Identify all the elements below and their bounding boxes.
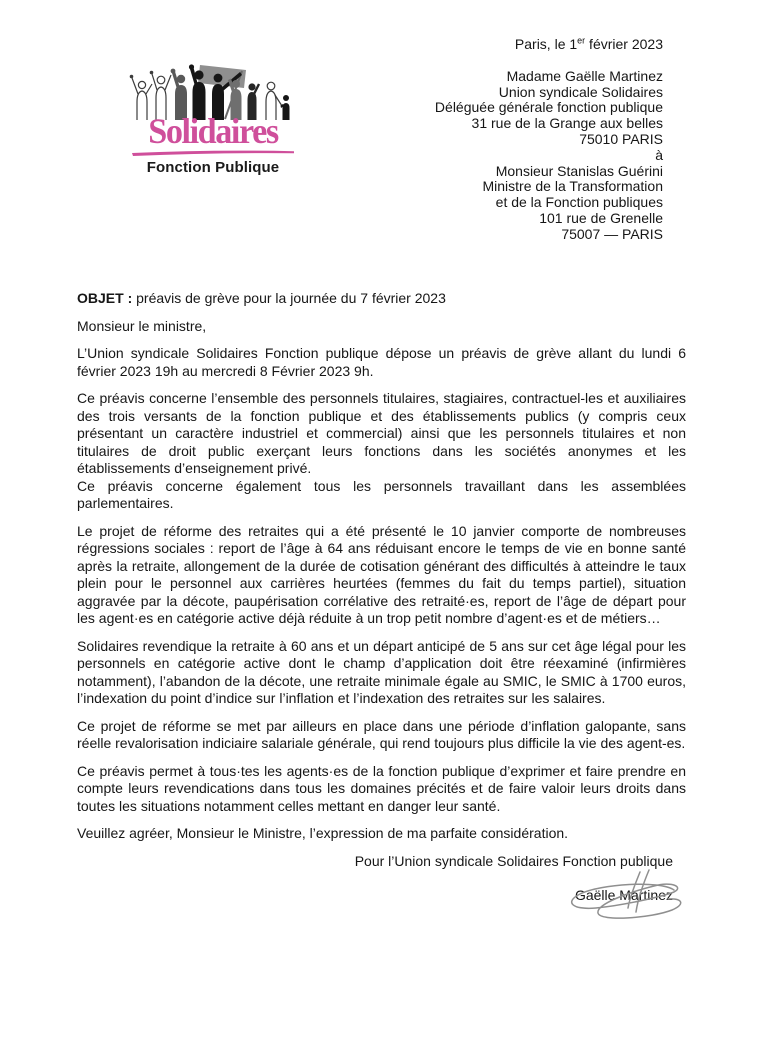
address-line: Madame Gaëlle Martinez — [506, 67, 663, 84]
scope-sentence-2: Ce préavis concerne également tous les personnels travaillant dans les assemblées parlementaires. — [77, 477, 686, 511]
address-line: 75010 PARIS — [579, 130, 663, 147]
paragraph-personnel-scope — [77, 390, 686, 513]
date-prefix: Paris, le 1 — [514, 36, 578, 52]
signoff-name: Gaëlle Martinez — [574, 887, 673, 903]
paragraph-demands: Solidaires revendique la retraite à 60 ans et un départ anticipé de 5 ans sur cet âge légal pour les personnels en catégorie active dont le champ d’application doit être réexaminé (infirmières notamment), l’abandon de la décote, une retraite minimale égale au SMIC, le SMIC à 1700 euros, l’indexation du point d’indice sur l’inflation et l’indexation des retraites sur les salaires. — [77, 637, 686, 706]
subject-label: OBJET : — [77, 290, 133, 306]
paragraph-inflation-context: Ce projet de réforme se met par ailleurs en place dans une période d’inflation galopante, sans réelle revalorisation indiciaire salariale générale, qui rend toujours plus difficile la vie des agent-es. — [77, 717, 686, 751]
paragraph-reform-criticism: Le projet de réforme des retraites qui a été présenté le 10 janvier comporte de nombreuses régressions sociales : report de l’âge à 64 ans réduisant encore le temps de vie en bonne santé après la retraite, allongement de la durée de cotisation générant des difficultés à atteindre le taux plein pour le personnel aux carrières heurtées (femmes du fait du temps partiel), situation aggravée par la décote, paupérisation corrélative des retraité·es, report de l’âge de départ pour les agent·es en catégorie active déjà réduite à un trop petit nombre d’agent·es et de métiers… — [77, 522, 686, 626]
address-line: 75007 — PARIS — [561, 225, 663, 242]
scope-sentence-1: Ce préavis concerne l’ensemble des personnels titulaires, stagiaires, contractuel-les et auxiliaires des trois versants de la fonction publique et des établissements publics (y compris ceux présentant un caractère industriel et commercial) ainsi que les personnels titulaires et non titulaires de droit public exerçant leurs fonctions dans les sociétés anonymes et les établissements d’enseignement privé. — [77, 390, 686, 476]
paragraph-purpose: Ce préavis permet à tous·tes les agents·es de la fonction publique d’exprimer et faire prendre en compte leurs revendications dans tous les domaines précités et de faire valoir leurs droits dans toutes les situations notamment celles mettant en danger leur santé. — [77, 762, 686, 814]
date-ordinal-superscript: er — [577, 35, 586, 46]
logo-subtitle: Fonction Publique — [146, 159, 280, 176]
subject-text: préavis de grève pour la journée du 7 février 2023 — [132, 290, 446, 306]
logo-wordmark: Solidaires — [148, 111, 278, 151]
paragraph-strike-notice: L’Union syndicale Solidaires Fonction publique dépose un préavis de grève allant du lundi 6 février 2023 19h au mercredi 8 Février 2023 9h. — [77, 345, 686, 379]
salutation: Monsieur le ministre, — [77, 317, 207, 334]
date-suffix: février 2023 — [585, 36, 663, 52]
closing-formula: Veuillez agréer, Monsieur le Ministre, l’expression de ma parfaite considération. — [77, 825, 569, 841]
handwritten-signature-scrawl-icon — [556, 866, 701, 938]
signoff-organization: Pour l’Union syndicale Solidaires Fonction publique — [354, 852, 673, 869]
address-line: à — [655, 146, 663, 163]
recipient-address — [435, 69, 663, 243]
address-line: et de la Fonction publiques — [495, 194, 663, 211]
address-line: Monsieur Stanislas Guérini — [495, 162, 663, 179]
address-line: 101 rue de Grenelle — [539, 209, 663, 226]
letter-header — [435, 37, 663, 243]
letter-body — [77, 290, 686, 915]
address-line: 31 rue de la Grange aux belles — [471, 115, 663, 132]
address-line: Union syndicale Solidaires — [498, 83, 663, 100]
solidaires-logo — [127, 62, 299, 176]
subject-line — [77, 290, 686, 308]
date-line — [435, 37, 663, 53]
address-line: Déléguée générale fonction publique — [434, 99, 663, 116]
address-line: Ministre de la Transformation — [482, 178, 663, 195]
